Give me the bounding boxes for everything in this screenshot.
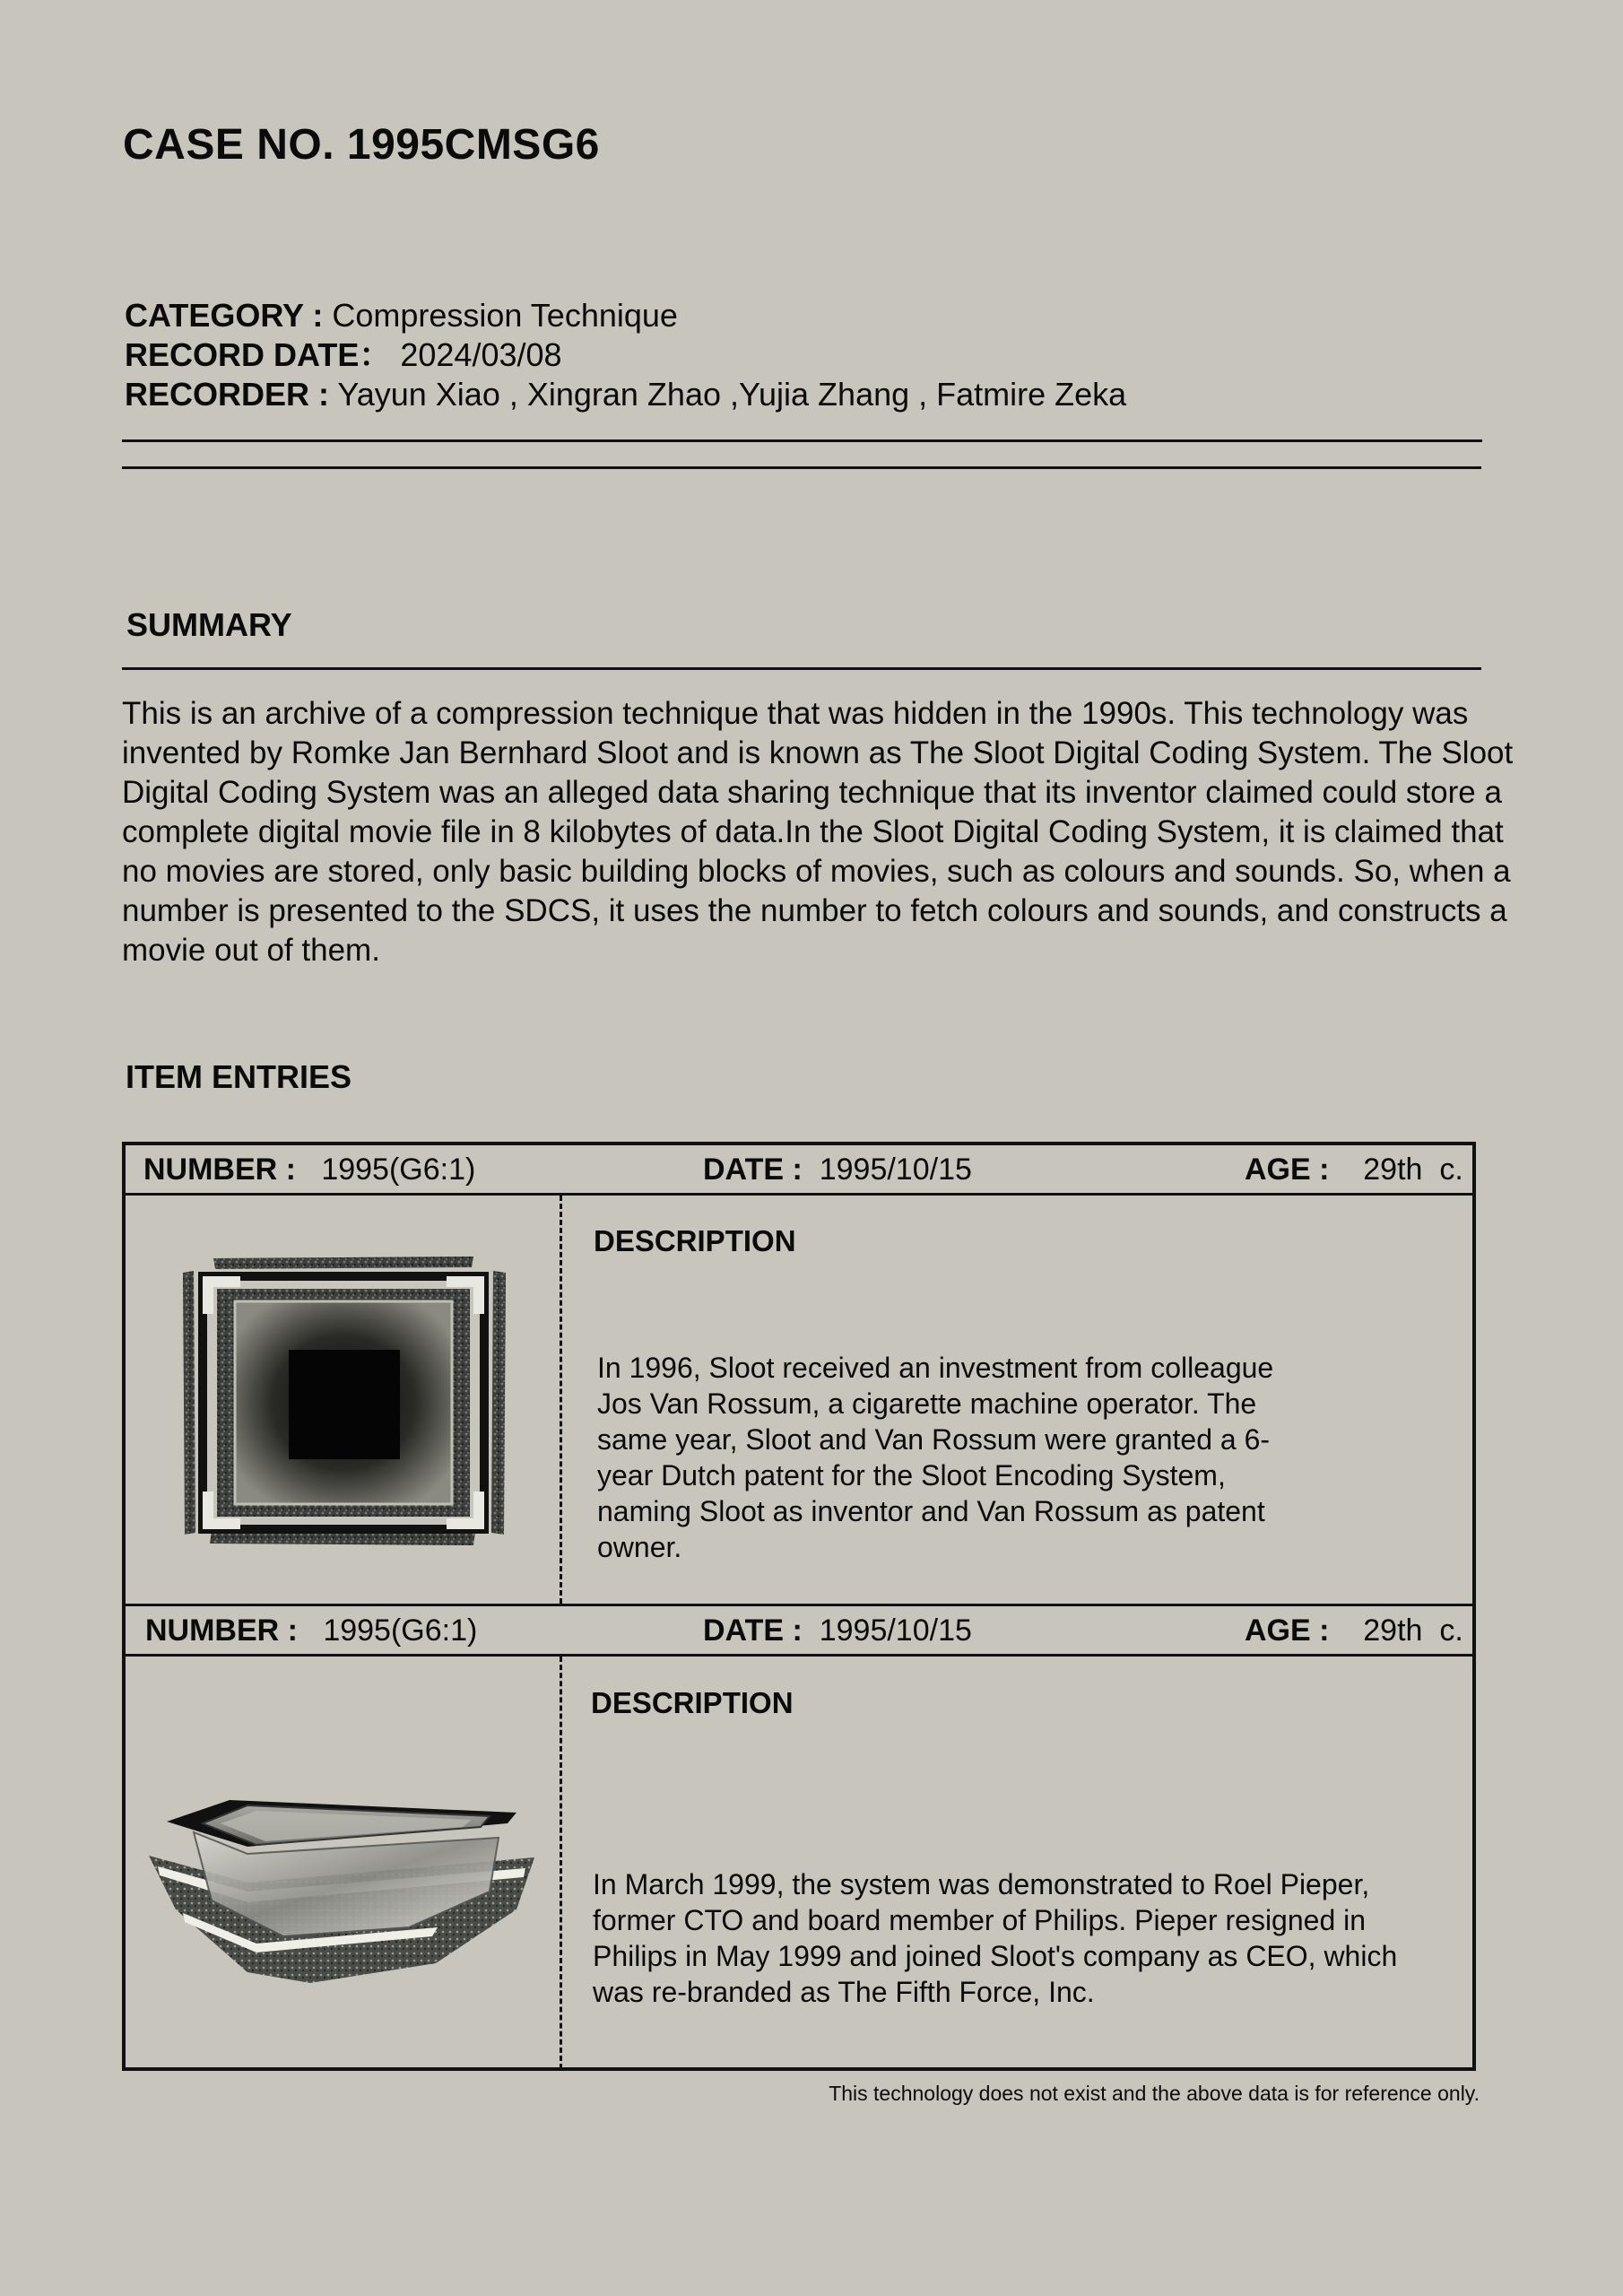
entry-1-number	[143, 1152, 475, 1187]
item-entries-table	[122, 1142, 1476, 2071]
category-line	[125, 296, 1126, 335]
entry-1-age	[1245, 1152, 1463, 1187]
entry-2-object-image	[140, 1793, 543, 1999]
record-meta	[125, 296, 1126, 414]
entry-2-date-label: DATE :	[703, 1613, 803, 1648]
entry-2-date-value: 1995/10/15	[819, 1613, 972, 1648]
entry-1-description-heading: DESCRIPTION	[594, 1224, 796, 1257]
entry-2-description-text: In March 1999, the system was demonstrated to Roel Pieper, former CTO and board member of Philips. Pieper resigned in Philips in May 1999 and joined Sloot's company as CEO, which was re-branded as The Fifth Force, Inc.	[593, 1868, 1398, 2008]
entry-2-dashed-divider	[560, 1657, 562, 2069]
entry-2-number	[145, 1613, 477, 1648]
recorder-line	[125, 375, 1126, 414]
entry-1-description-text: In 1996, Sloot received an investment from colleague Jos Van Rossum, a cigarette machine operator. The same year, Sloot and Van Rossum were granted a 6-year Dutch patent for the Sloot Encoding System, naming Sloot as inventor and Van Rossum as patent owner.	[597, 1352, 1274, 1563]
entry-1-number-label: NUMBER :	[143, 1152, 296, 1187]
entry-2-description-heading: DESCRIPTION	[591, 1686, 794, 1719]
entry-2-number-value: 1995(G6:1)	[323, 1613, 478, 1648]
item-entries-heading: ITEM ENTRIES	[126, 1058, 352, 1095]
recorder-value: Yayun Xiao , Xingran Zhao ,Yujia Zhang , Fatmire Zeka	[337, 376, 1127, 413]
entry-1-number-value: 1995(G6:1)	[321, 1152, 476, 1187]
disclaimer-note: This technology does not exist and the above data is for reference only.	[829, 2082, 1480, 2105]
summary-text: This is an archive of a compression technique that was hidden in the 1990s. This technology was invented by Romke Jan Bernhard Sloot and is known as The Sloot Digital Coding System. The Sloot Digital Coding System was an alleged data sharing technique that its inventor claimed could store a complete digital movie file in 8 kilobytes of data.In the Sloot Digital Coding System, it is claimed that no movies are stored, only basic building blocks of movies, such as colours and sounds. So, when a number is presented to the SDCS, it uses the number to fetch colours and sounds, and constructs a movie out of them.	[122, 696, 1514, 968]
record-date-line	[125, 335, 1126, 375]
entry-1-age-label: AGE :	[1245, 1152, 1330, 1187]
entry-2-age-value: 29th c.	[1363, 1613, 1463, 1648]
case-title: CASE NO. 1995CMSG6	[123, 121, 600, 169]
record-date-value: 2024/03/08	[400, 336, 562, 373]
entry-1-date-value: 1995/10/15	[819, 1152, 972, 1187]
entry-1-date-label: DATE :	[703, 1152, 803, 1187]
summary-heading: SUMMARY	[126, 606, 292, 643]
entry-1-date	[703, 1152, 972, 1187]
entry-2-header	[126, 1606, 1472, 1657]
entry-2-number-label: NUMBER :	[145, 1613, 298, 1648]
entry-2-age	[1245, 1613, 1463, 1648]
divider-rule-top	[122, 439, 1482, 442]
record-date-label: RECORD DATE：	[125, 336, 392, 373]
entry-1-dashed-divider	[560, 1196, 562, 1604]
category-label: CATEGORY :	[125, 297, 324, 334]
summary-rule	[122, 667, 1481, 670]
entry-1-age-value: 29th c.	[1363, 1152, 1463, 1187]
recorder-label: RECORDER :	[125, 376, 330, 413]
entry-2-age-label: AGE :	[1245, 1613, 1330, 1648]
entry-1-object-image	[178, 1246, 518, 1560]
category-value: Compression Technique	[332, 297, 678, 334]
divider-rule-bottom	[122, 466, 1481, 469]
entry-1-header	[126, 1145, 1472, 1196]
entry-2-date	[703, 1613, 972, 1648]
